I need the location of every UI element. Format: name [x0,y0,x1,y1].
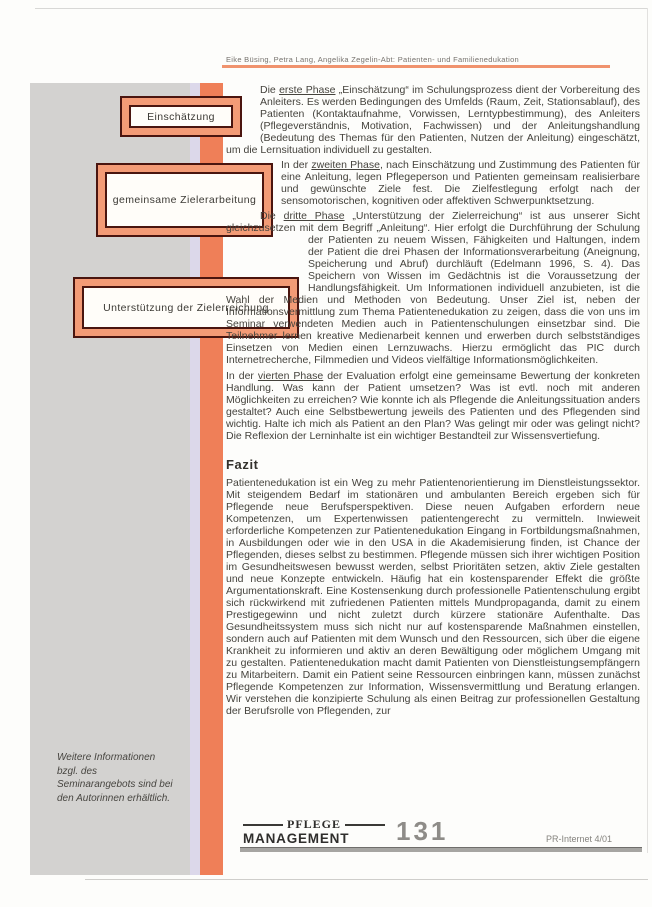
paragraph-text: Die [260,210,284,222]
paragraph-text: , nach Einschätzung und Zustimmung des Patienten für eine Anleitung, legen Pflegeperson und Patienten gemeinsam realisierbare und gewünschte Ziele fest. Die Zielfestlegung erfolgt nach der sensomotorischen, kognitiven oder affektiven Schwerpunktsetzung. [281,159,640,207]
journal-logo [243,817,385,846]
paragraph-text: In der [281,159,312,171]
paragraph-phase-2 [281,159,640,207]
underlined-phrase: erste Phase [279,84,336,96]
paragraph-text: der Evaluation erfolgt eine gemeinsame Bewertung der konkreten Handlung. Was kann der Patient umsetzen? Was ist evtl. noch mit anderen Möglichkeiten zu erreichen? Wie konnte ich als Pflegende die Anleitungssituation anders gestaltet? Auch eine Selbstbewertung jeweils des Patienten und des Pflegenden sind wichtig. Halte ich mich als Patient an den Plan? Was gelingt mir oder was gelingt nicht? Die Reflexion der Lerninhalte ist ein wichtiger Bestandteil zur Wissensvertiefung. [226,370,640,442]
paragraph-text: In der [226,370,258,382]
flow-box-label: Einschätzung [129,105,233,128]
page-top-edge-line [35,8,648,9]
paragraph-text: Die [260,84,280,96]
main-text-column [226,84,640,720]
logo-text-management: MANAGEMENT [243,831,350,846]
footer-rule [240,847,642,852]
page-bottom-edge-line [85,879,648,880]
fazit-heading: Fazit [226,457,259,472]
flow-box-label: gemeinsame Zielerarbeitung [105,172,264,228]
fazit-paragraph: Patientenedukation ist ein Weg zu mehr Patientenorientierung im Dienstleistungssektor. Mit steigendem Bedarf im stationären und ambulanten Bereich ergeben sich für Pflegende neue Berufsperspektiven. Diese neuen Aufgaben erfordern neue Kompetenzen, um Expertenwissen patientengerecht zu vermitteln. Inwieweit erforderliche Kompetenzen zur Patientenedukation Eingang in Fortbildungsmaßnahmen, in Ausbildungen oder wie in den USA in die Akademisierung finden, ist Chance der Pflegenden, dieses selbst zu bestimmen. Pflegende müssen sich ihrer wichtigen Position im Gesundheitswesen bewusst werden, selbst Prioritäten setzen, aktiv Ziele gestalten und neue Konzepte entwickeln. Häufig hat ein kostensparender Effekt die größte Argumentationskraft. Eine Kostensenkung durch professionelle Patientenschulung ergibt sich rückwirkend mit zufriedenen Patienten mittels Mundpropaganda, damit zu einem Prestigegewinn und nicht zuletzt durch kürzere stationäre Aufenthalte. Das Gesundheitssystem muss sich nicht nur auf kostensparende Maßnahmen einstellen, sondern auch auf Patienten mit dem Wunsch und den Ressourcen, sich über die eigene Krankheit zu informieren und aktiv an deren Bewältigung oder möglichem Umgang mit zu gestalten. Patientenedukation macht damit Patienten von Dienstleistungsempfängern zu Mitarbeitern. Damit ein Patient seine Ressourcen einbringen kann, müssen zunächst Pflegende Kompetenzen zur Information, Wissensvermittlung und Beratung erlangen. Wir verstehen die konzipierte Schulung als einen Beitrag zur professionellen Gestaltung der Berufsrolle von Pflegenden, zur [226,477,640,717]
flow-box-einschaetzung [120,96,242,137]
paragraph-phase-3 [226,210,640,366]
side-note: Weitere Informationen bzgl. des Seminarangebots sind bei den Autorinnen erhältlich. [57,752,173,804]
underlined-phrase: dritte Phase [283,210,345,222]
logo-text-pflege: PFLEGE [287,817,342,831]
paragraph-text: Haltungen, indem der Patient die drei Phasen der Informationsverarbeitung (Aneignung, Speicherung und Abruf) durchläuft (Edelmann 1996, S. 4). Das Speichern von Wissen im Gedächtnis ist die Voraussetzung der Handlungsfähigkeit. Um Informationen individuell anzubieten, ist die Wahl der Medien und Methoden von Bedeutung. Unser Ziel ist, neben der Informationsvermittlung zum Thema Patientenedukation zu zeigen, dass die von uns im Seminar verwendeten Medien auch in Patientenschulungen einsetzbar sind. Die Teilnehmer lernen kreative Medienarbeit kennen und erwerben durch selbstständiges Einsetzen von Medien einen Lernzuwachs. Hierzu ermöglicht das PIC durch Internetrecherche, Filmmedien und Videos vielfältige Informationsmöglichkeiten. [226,234,640,366]
paragraph-text: „Unterstützung der Zielerreichung“ ist aus unserer Sicht gleichzusetzen mit dem Begriff „Anleitung“. Hier erfolgt die Durchführung der Schulung der Patienten zu neuem Wissen, Fähigkeiten und [226,210,640,246]
logo-top-row [243,817,385,832]
header-underline-bar [222,65,610,68]
page-number: 131 [396,816,449,846]
logo-right-rule [345,824,385,826]
underlined-phrase: zweiten Phase [311,159,380,171]
logo-left-rule [243,824,283,826]
text-wrap-spacer [226,234,308,294]
header-citation: Eike Büsing, Petra Lang, Angelika Zegelin-Abt: Patienten- und Familienedukation [226,55,520,64]
flow-box-label: Unterstützung der Zielerreichung [82,286,290,329]
underlined-phrase: vierten Phase [257,370,324,382]
issue-label: PR-Internet 4/01 [545,834,612,844]
paragraph-text: „Einschätzung“ im Schulungsprozess dient der Vorbereitung des Anleiters. Es werden Bedingungen des Umfelds (Raum, Zeit, Stationsablauf), des Patienten (Kontaktaufnahme, Vorwissen, Lerntypbestimmung), des Anleiters (Pflegeverständnis, Motivation, Fachwissen) und der Anleitungshandlung (Bedeutung des Themas für den Patienten, Nutzen der Anleitung) eingeschätzt, um die Lernsituation individuell zu gestalten. [226,84,640,156]
paragraph-phase-1 [226,84,640,156]
paragraph-phase-4 [226,370,640,442]
text-wrap-spacer [226,84,260,137]
page-right-edge-line [647,8,648,853]
